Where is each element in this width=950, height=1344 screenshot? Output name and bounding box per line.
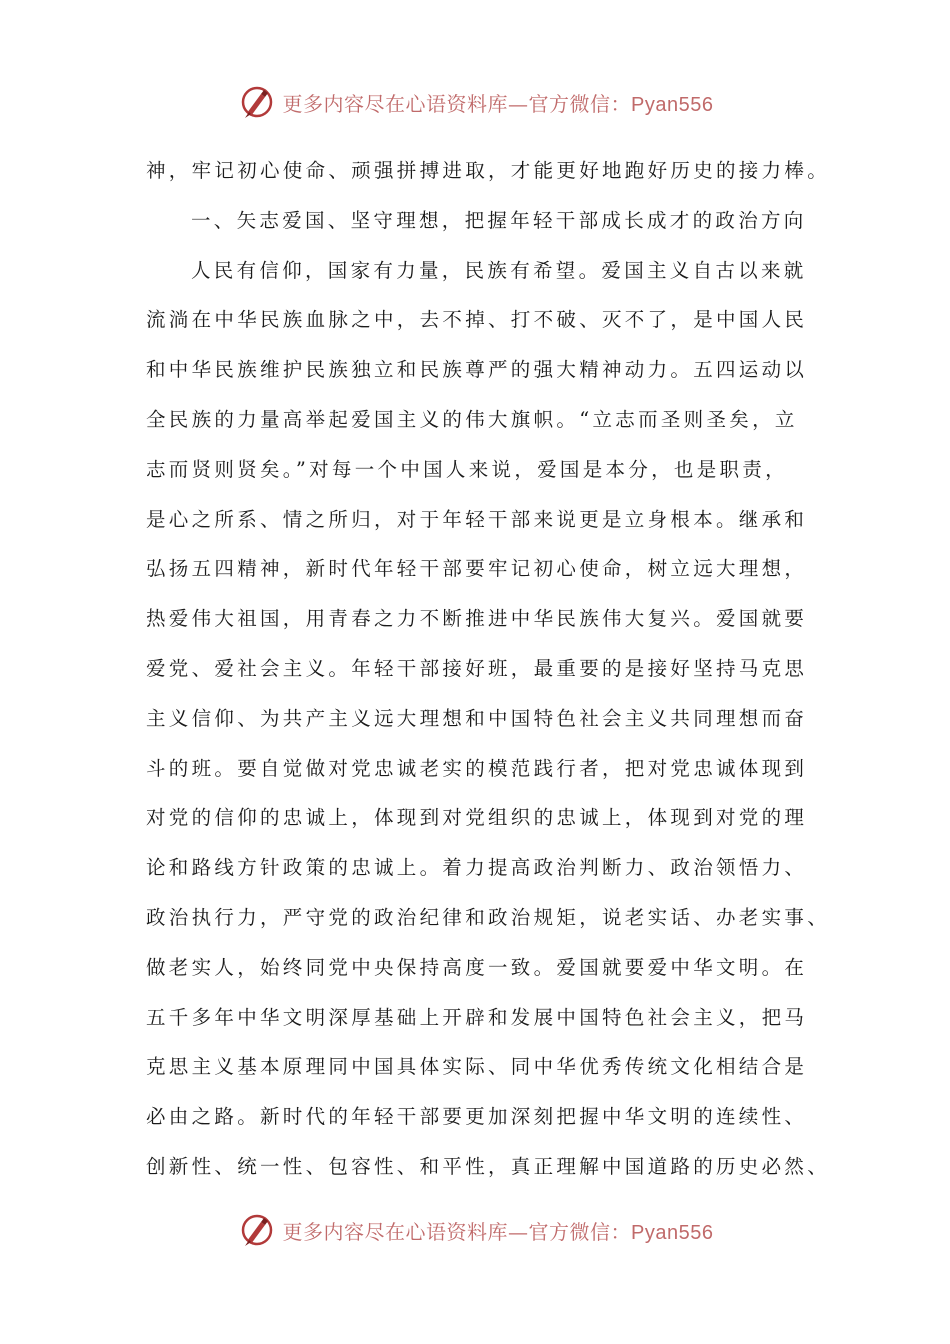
text-line: 主义信仰、为共产主义远大理想和中国特色社会主义共同理想而奋: [146, 706, 808, 730]
text-line: 做老实人，始终同党中央保持高度一致。爱国就要爱中华文明。在: [146, 955, 808, 979]
text-line: 爱党、爱社会主义。年轻干部接好班，最重要的是接好坚持马克思: [146, 656, 808, 680]
footer-banner: [0, 1208, 950, 1252]
text-line: 必由之路。新时代的年轻干部要更加深刻把握中华文明的连续性、: [146, 1105, 808, 1129]
footer-banner-main: 更多内容尽在心语资料库—: [282, 1219, 529, 1244]
text-line: 斗的班。要自觉做对党忠诚老实的模范践行者，把对党忠诚体现到: [146, 756, 808, 780]
text-line: 是心之所系、情之所归，对于年轻干部来说更是立身根本。继承和: [146, 507, 808, 531]
text-line: 克思主义基本原理同中国具体实际、同中华优秀传统文化相结合是: [146, 1055, 808, 1079]
text-line: 神，牢记初心使命、顽强拼搏进取，才能更好地跑好历史的接力棒。: [146, 159, 831, 182]
header-banner-main: 更多内容尽在心语资料库—: [282, 91, 529, 116]
text-line: 对党的信仰的忠诚上，体现到对党组织的忠诚上，体现到对党的理: [146, 806, 808, 830]
text-line: 热爱伟大祖国，用青春之力不断推进中华民族伟大复兴。爱国就要: [146, 607, 808, 631]
text-line: 五千多年中华文明深厚基础上开辟和发展中国特色社会主义，把马: [146, 1005, 808, 1029]
pen-logo-icon: [237, 82, 277, 122]
text-line: 志而贤则贤矣。”对每一个中国人来说，爱国是本分，也是职责，: [146, 457, 788, 481]
text-line: 人民有信仰，国家有力量，民族有希望。爱国主义自古以来就: [191, 258, 807, 282]
pen-logo-icon: [237, 1210, 277, 1250]
header-banner: [0, 80, 950, 124]
header-banner-text: [283, 88, 714, 117]
footer-banner-wechat: 官方微信：Pyan556: [528, 1221, 714, 1244]
text-line: 创新性、统一性、包容性、和平性，真正理解中国道路的历史必然、: [146, 1154, 831, 1178]
header-banner-wechat: 官方微信：Pyan556: [528, 93, 714, 116]
text-line: 全民族的力量高举起爱国主义的伟大旗帜。“立志而圣则圣矣，立: [146, 407, 798, 431]
text-line: 政治执行力，严守党的政治纪律和政治规矩，说老实话、办老实事、: [146, 905, 831, 929]
section-heading: 一、矢志爱国、坚守理想，把握年轻干部成长成才的政治方向: [191, 208, 807, 232]
footer-banner-text: [283, 1216, 714, 1245]
document-body: [146, 146, 836, 1192]
text-line: 论和路线方针政策的忠诚上。着力提高政治判断力、政治领悟力、: [146, 856, 808, 880]
text-line: 弘扬五四精神，新时代年轻干部要牢记初心使命，树立远大理想，: [146, 557, 808, 581]
text-line: 流淌在中华民族血脉之中，去不掉、打不破、灭不了，是中国人民: [146, 308, 808, 332]
text-line: 和中华民族维护民族独立和民族尊严的强大精神动力。五四运动以: [146, 358, 808, 382]
